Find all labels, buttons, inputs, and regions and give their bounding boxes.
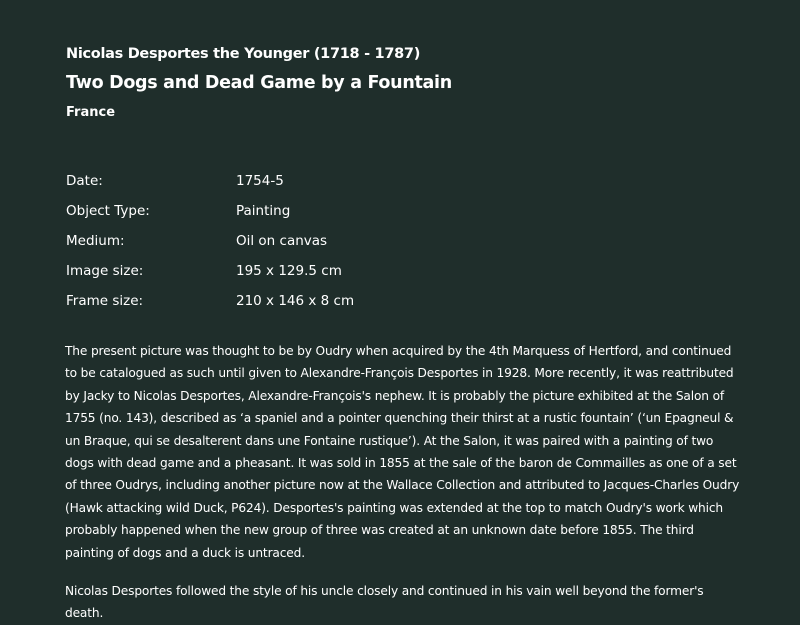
detail-label: Frame size:	[66, 293, 144, 309]
detail-row-image-size	[66, 256, 740, 286]
detail-row-object-type	[66, 196, 740, 226]
detail-value: 210 x 146 x 8 cm	[236, 293, 355, 309]
artwork-description	[65, 340, 740, 625]
detail-row-date	[66, 166, 740, 196]
artwork-title: Two Dogs and Dead Game by a Fountain	[66, 73, 452, 93]
detail-value: Oil on canvas	[236, 233, 328, 249]
artwork-origin: France	[66, 105, 116, 120]
description-paragraph: The present picture was thought to be by Oudry when acquired by the 4th Marquess of Hertford, and continued to be catalogued as such until given to Alexandre-François Desportes in 1928. More recently, it was reattributed by Jacky to Nicolas Desportes, Alexandre-François's nephew. It is probably the picture exhibited at the Salon of 1755 (no. 143), described as ‘a spaniel and a pointer quenching their thirst at a rustic fountain’ (‘un Epagneul & un Braque, qui se desalterent dans une Fontaine rustique’). At the Salon, it was paired with a painting of two dogs with dead game and a pheasant. It was sold in 1855 at the sale of the baron de Commailles as one of a set of three Oudrys, including another picture now at the Wallace Collection and attributed to Jacques-Charles Oudry (Hawk attacking wild Duck, P624). Desportes's painting was extended at the top to match Oudry's work which probably happened when the new group of three was created at an unknown date before 1855. The third painting of dogs and a duck is untraced.	[65, 344, 740, 560]
description-paragraph: Nicolas Desportes followed the style of his uncle closely and continued in his vain well beyond the former's death.	[65, 584, 704, 621]
detail-label: Medium:	[66, 233, 125, 249]
detail-row-medium	[66, 226, 740, 256]
detail-value: Painting	[236, 203, 291, 219]
detail-label: Object Type:	[66, 203, 150, 219]
detail-value: 195 x 129.5 cm	[236, 263, 342, 279]
detail-label: Image size:	[66, 263, 144, 279]
detail-label: Date:	[66, 173, 103, 189]
detail-row-frame-size	[66, 286, 740, 316]
details-table	[66, 166, 740, 316]
detail-value: 1754-5	[236, 173, 284, 189]
artist-name: Nicolas Desportes the Younger (1718 - 1787)	[66, 46, 421, 62]
